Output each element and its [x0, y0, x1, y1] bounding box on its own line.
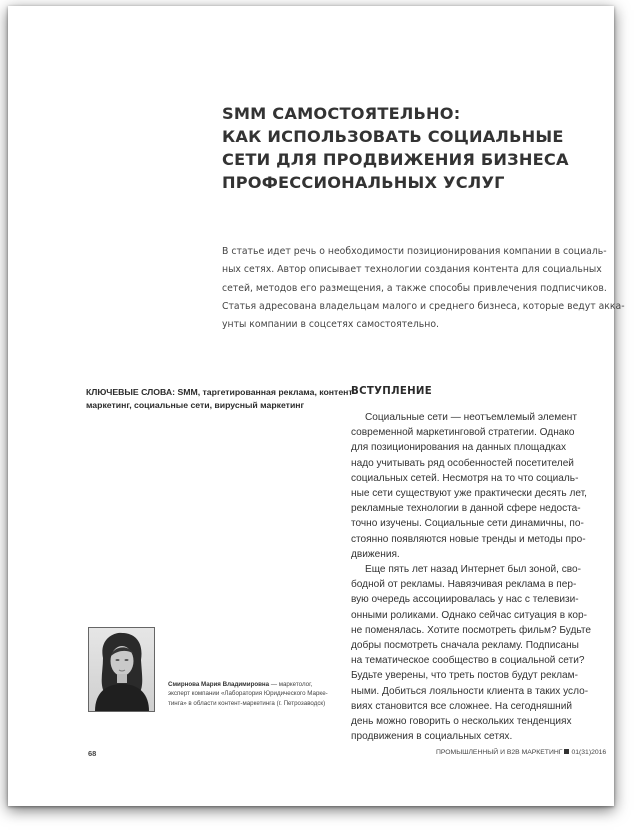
body-line: виях становится все сложнее. На сегодняшний — [351, 700, 573, 712]
author-line: эксперт компании «Лаборатория Юридического Марке- — [168, 690, 328, 698]
magazine-page — [8, 6, 625, 806]
author-line: тинга» в области контент-маркетинга (г. Петрозаводск) — [168, 699, 326, 707]
square-bullet-icon — [564, 749, 569, 754]
body-line: рекламные технологии в данной сфере недоста- — [351, 503, 581, 515]
body-line: социальных сетей. Несмотря на то что социаль- — [351, 472, 579, 484]
body-line: ными. Добиться лояльности клиента в таких усло- — [351, 685, 589, 697]
body-line: стоянно появляются новые тренды и методы про- — [351, 533, 586, 545]
body-line: современной маркетинговой стратегии. Однако — [351, 427, 575, 439]
keywords-line: маркетинг, социальные сети, вирусный маркетинг — [86, 400, 305, 410]
body-line: вую очередь ассоциировалась у нас с телевизи- — [351, 594, 579, 606]
title-line: ПРОФЕССИОНАЛЬНЫХ УСЛУГ — [222, 173, 505, 192]
body-line: добры посмотреть сначала рекламу. Подписаны — [351, 640, 579, 652]
body-line: бодной от рекламы. Навязчивая реклама в пер- — [351, 579, 577, 591]
title-line: КАК ИСПОЛЬЗОВАТЬ СОЦИАЛЬНЫЕ — [222, 127, 564, 146]
author-name: Смирнова Мария Владимировна — [168, 681, 270, 688]
author-role: — маркетолог, — [269, 681, 313, 688]
journal-footer — [436, 749, 606, 756]
body-line: день можно говорить о нескольких тенденциях — [351, 716, 572, 728]
author-info — [168, 680, 333, 708]
section-heading: ВСТУПЛЕНИЕ — [351, 386, 433, 397]
body-line: Еще пять лет назад Интернет был зоной, сво- — [365, 564, 581, 576]
title-line: SMM САМОСТОЯТЕЛЬНО: — [222, 104, 461, 123]
author-portrait-image — [89, 628, 154, 711]
body-line: надо учитывать ряд особенностей посетителей — [351, 457, 574, 469]
article-abstract — [222, 243, 625, 334]
page-number: 68 — [88, 749, 97, 758]
abstract-line: сетей, методов его размещения, а также способы привлечения подписчиков. — [222, 282, 607, 294]
author-photo — [88, 627, 155, 712]
keywords-line: КЛЮЧЕВЫЕ СЛОВА: SMM, таргетированная реклама, контент- — [86, 387, 356, 397]
keywords — [86, 386, 356, 412]
abstract-line: ных сетях. Автор описывает технологии создания контента для социальных — [222, 264, 602, 276]
journal-name: ПРОМЫШЛЕННЫЙ И B2B МАРКЕТИНГ — [436, 749, 563, 756]
body-line: для позиционирования на данных площадках — [351, 442, 567, 454]
body-line: онными роликами. Однако сейчас ситуация в кор- — [351, 609, 587, 621]
body-line: Будьте уверены, что треть постов будут реклам- — [351, 670, 578, 682]
abstract-line: унты компании в соцсетях самостоятельно. — [222, 319, 439, 331]
body-line: на тематическое сообщество в социальной сети? — [351, 655, 585, 667]
body-line: Социальные сети — неотъемлемый элемент — [365, 412, 578, 423]
body-line: точно изучены. Социальные сети динамичны, по- — [351, 518, 584, 530]
title-line: СЕТИ ДЛЯ ПРОДВИЖЕНИЯ БИЗНЕСА — [222, 150, 569, 169]
body-line: ные сети существуют уже практически десять лет, — [351, 488, 587, 500]
journal-issue: 01(31)2016 — [571, 749, 607, 756]
abstract-line: Статья адресована владельцам малого и среднего бизнеса, которые ведут акка- — [222, 300, 625, 312]
article-title — [222, 102, 602, 194]
article-body — [351, 410, 601, 744]
body-line: продвижения в социальных сетях. — [351, 731, 513, 743]
body-line: движения. — [351, 548, 400, 560]
abstract-line: В статье идет речь о необходимости позиционирования компании в социаль- — [222, 246, 607, 257]
author-line — [168, 680, 333, 689]
body-line: не поменялась. Хотите посмотреть фильм? Будьте — [351, 624, 591, 636]
